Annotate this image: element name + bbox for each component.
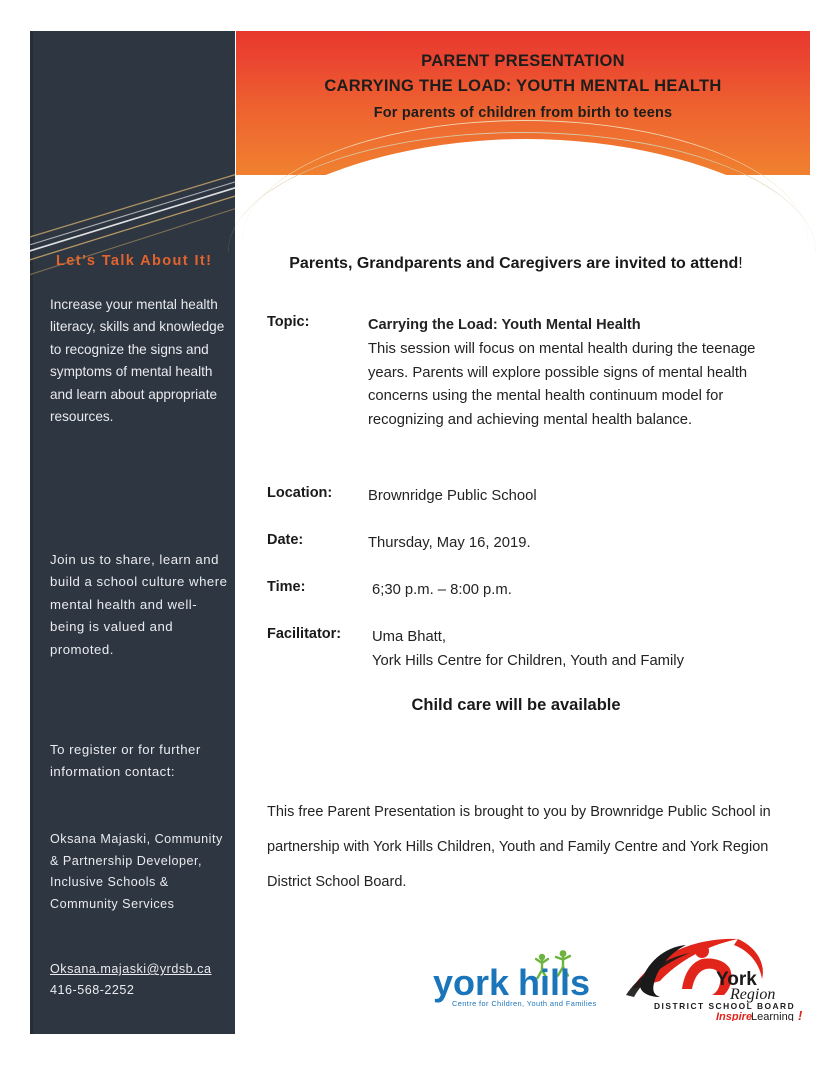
sidebar-panel — [30, 31, 235, 1034]
york-hills-word-hills: hills — [518, 962, 591, 1003]
main-content — [236, 175, 826, 1035]
yrdsb-word-york: York — [716, 969, 757, 990]
sidebar-paragraph-2: Join us to share, learn and build a school culture where mental health and well-being is valued and promoted. — [50, 552, 228, 657]
banner-white-curve — [236, 139, 810, 175]
date-value: Thursday, May 16, 2019. — [368, 535, 531, 551]
banner-subtitle: For parents of children from birth to teens — [373, 105, 673, 121]
location-value: Brownridge Public School — [368, 488, 537, 504]
yrdsb-tagline-exclamation: ! — [798, 1008, 803, 1021]
logo-strip — [420, 928, 820, 1023]
york-hills-logo — [430, 948, 615, 1010]
sidebar-left-edge — [30, 31, 33, 1034]
time-value: 6;30 p.m. – 8:00 p.m. — [372, 582, 512, 598]
facilitator-organization: York Hills Centre for Children, Youth and Family — [372, 652, 684, 669]
topic-description: This session will focus on mental health during the teenage years. Parents will explore possible signs of mental health concerns using the mental health continuum model for recognizing and achieving mental health balance. — [368, 341, 756, 428]
contact-email-link[interactable]: Oksana.majaski@yrdsb.ca — [50, 962, 212, 976]
topic-value: Carrying the Load: Youth Mental Health — [368, 317, 641, 333]
childcare-note: Child care will be available — [411, 696, 621, 714]
yrdsb-logo — [620, 933, 810, 1021]
york-hills-tagline: Centre for Children, Youth and Families — [452, 999, 597, 1008]
banner-title-block — [236, 49, 810, 126]
york-hills-word-york: york — [433, 962, 510, 1003]
sidebar-paragraph-1: Increase your mental health literacy, skills and knowledge to recognize the signs and symptoms of mental health and learn about appropriate resources. — [50, 297, 225, 425]
yrdsb-logo-icon — [620, 933, 810, 1021]
banner-title-line1: PARENT PRESENTATION — [421, 52, 625, 70]
banner-title-line2: CARRYING THE LOAD: YOUTH MENTAL HEALTH — [324, 77, 722, 95]
yrdsb-tagline-learning: Learning — [751, 1011, 794, 1021]
header-banner — [236, 31, 810, 175]
time-label: Time: — [267, 579, 306, 595]
york-hills-logo-icon — [430, 948, 615, 1010]
facilitator-name: Uma Bhatt, — [372, 629, 447, 645]
sidebar-paragraph-3: To register or for further information contact: — [50, 742, 201, 780]
invitation-exclamation: ! — [738, 255, 743, 272]
sidebar-heading: Let’s Talk About It! — [56, 253, 213, 269]
yrdsb-tagline-inspire: Inspire — [716, 1011, 753, 1021]
yrdsb-person-icon — [695, 944, 709, 958]
date-label: Date: — [267, 532, 304, 548]
sidebar-content — [46, 31, 226, 1034]
sidebar-contact-name-block: Oksana Majaski, Community & Partnership Developer, Inclusive Schools & Community Services — [50, 832, 223, 911]
facilitator-value — [372, 626, 802, 673]
sidebar-contact-links — [50, 959, 235, 1001]
contact-phone: 416-568-2252 — [50, 983, 135, 997]
topic-label: Topic: — [267, 314, 310, 330]
yrdsb-word-region: Region — [730, 986, 776, 1003]
facilitator-label: Facilitator: — [267, 626, 342, 642]
location-label: Location: — [267, 485, 333, 501]
invitation-text: Parents, Grandparents and Caregivers are invited to attend — [289, 255, 739, 272]
yrdsb-subtitle: DISTRICT SCHOOL BOARD — [654, 1001, 796, 1011]
invitation-headline — [236, 255, 796, 273]
closing-paragraph: This free Parent Presentation is brought to you by Brownridge Public School in partnership with York Hills Children, Youth and Family Centre and York Region District School Board. — [267, 804, 771, 890]
